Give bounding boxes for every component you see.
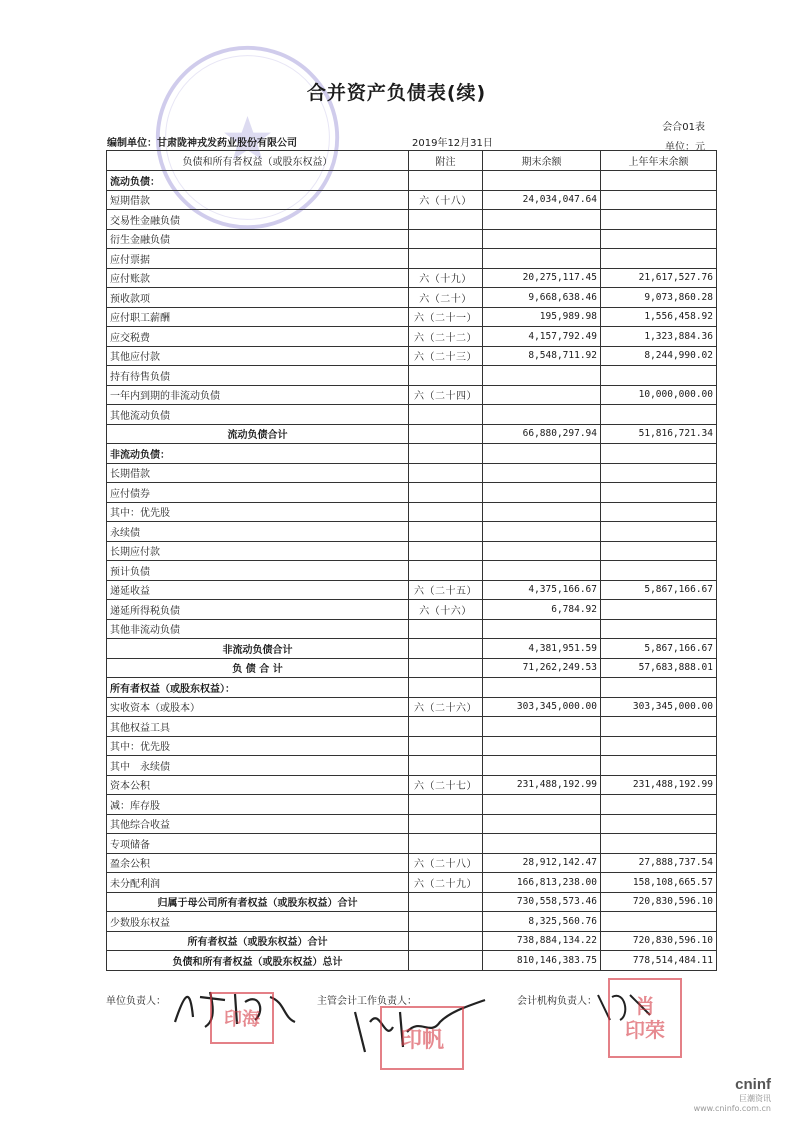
row-begin-balance: 57,683,888.01 [601, 658, 717, 678]
row-note [409, 249, 483, 269]
table-row [107, 814, 717, 834]
table-row [107, 522, 717, 542]
row-begin-balance [601, 210, 717, 230]
row-label: 衍生金融负债 [107, 229, 409, 249]
table-row [107, 619, 717, 639]
table-body [107, 171, 717, 971]
row-note [409, 541, 483, 561]
row-note: 六（二十四） [409, 385, 483, 405]
row-begin-balance [601, 678, 717, 698]
table-row [107, 444, 717, 464]
row-begin-balance [601, 483, 717, 503]
row-end-balance [483, 249, 601, 269]
table-row [107, 171, 717, 191]
row-note [409, 834, 483, 854]
row-begin-balance [601, 600, 717, 620]
row-begin-balance [601, 561, 717, 581]
table-row [107, 346, 717, 366]
row-begin-balance [601, 834, 717, 854]
row-note [409, 444, 483, 464]
row-note [409, 463, 483, 483]
table-row [107, 951, 717, 971]
row-label: 短期借款 [107, 190, 409, 210]
row-end-balance [483, 522, 601, 542]
row-label: 其他流动负债 [107, 405, 409, 425]
row-note: 六（二十八） [409, 853, 483, 873]
row-end-balance: 4,157,792.49 [483, 327, 601, 347]
row-note [409, 619, 483, 639]
row-end-balance: 730,558,573.46 [483, 892, 601, 912]
table-row [107, 385, 717, 405]
row-end-balance [483, 834, 601, 854]
row-note: 六（二十二） [409, 327, 483, 347]
cninfo-url: www.cninfo.com.cn [693, 1104, 771, 1113]
row-note [409, 210, 483, 230]
row-label: 递延收益 [107, 580, 409, 600]
table-row [107, 483, 717, 503]
row-note: 六（二十六） [409, 697, 483, 717]
row-label: 负债和所有者权益（或股东权益）总计 [107, 951, 409, 971]
row-begin-balance [601, 717, 717, 737]
row-label: 负 债 合 计 [107, 658, 409, 678]
row-label: 其中 永续债 [107, 756, 409, 776]
row-end-balance: 6,784.92 [483, 600, 601, 620]
row-note [409, 678, 483, 698]
row-end-balance: 8,325,560.76 [483, 912, 601, 932]
row-label: 应付账款 [107, 268, 409, 288]
row-label: 流动负债合计 [107, 424, 409, 444]
row-note [409, 736, 483, 756]
row-begin-balance: 5,867,166.67 [601, 580, 717, 600]
form-number: 会合01表 [662, 122, 705, 133]
row-label: 未分配利润 [107, 873, 409, 893]
table-row [107, 853, 717, 873]
row-begin-balance: 303,345,000.00 [601, 697, 717, 717]
dept-head-label: 会计机构负责人： [517, 996, 597, 1007]
row-end-balance [483, 795, 601, 815]
row-note [409, 405, 483, 425]
row-note [409, 658, 483, 678]
row-begin-balance: 8,244,990.02 [601, 346, 717, 366]
row-label: 所有者权益（或股东权益）： [107, 678, 409, 698]
table-row [107, 834, 717, 854]
row-label: 应付债券 [107, 483, 409, 503]
row-end-balance: 195,989.98 [483, 307, 601, 327]
row-note: 六（二十） [409, 288, 483, 308]
table-row [107, 580, 717, 600]
table-row [107, 366, 717, 386]
row-note: 六（二十九） [409, 873, 483, 893]
row-begin-balance [601, 795, 717, 815]
row-label: 盈余公积 [107, 853, 409, 873]
company-name: 甘肃陇神戎发药业股份有限公司 [157, 138, 297, 149]
row-label: 专项储备 [107, 834, 409, 854]
table-row [107, 288, 717, 308]
row-note: 六（二十一） [409, 307, 483, 327]
table-header-row [107, 151, 717, 171]
row-end-balance: 9,668,638.46 [483, 288, 601, 308]
row-note [409, 912, 483, 932]
row-begin-balance [601, 912, 717, 932]
row-begin-balance: 51,816,721.34 [601, 424, 717, 444]
row-label: 应付票据 [107, 249, 409, 269]
row-end-balance [483, 405, 601, 425]
company-label: 编制单位： [107, 138, 157, 149]
row-note: 六（二十三） [409, 346, 483, 366]
row-label: 其中：优先股 [107, 502, 409, 522]
row-end-balance: 20,275,117.45 [483, 268, 601, 288]
table-row [107, 892, 717, 912]
row-label: 一年内到期的非流动负债 [107, 385, 409, 405]
row-label: 应交税费 [107, 327, 409, 347]
row-begin-balance [601, 502, 717, 522]
row-end-balance [483, 717, 601, 737]
row-begin-balance [601, 522, 717, 542]
row-label: 非流动负债： [107, 444, 409, 464]
row-end-balance: 71,262,249.53 [483, 658, 601, 678]
row-end-balance [483, 385, 601, 405]
row-end-balance [483, 561, 601, 581]
row-note [409, 795, 483, 815]
row-label: 所有者权益（或股东权益）合计 [107, 931, 409, 951]
row-note: 六（十九） [409, 268, 483, 288]
table-row [107, 717, 717, 737]
page-title: 合并资产负债表(续) [306, 82, 487, 104]
column-header: 附注 [409, 151, 483, 171]
table-row [107, 307, 717, 327]
row-note [409, 171, 483, 191]
row-note [409, 951, 483, 971]
row-begin-balance [601, 229, 717, 249]
table-row [107, 190, 717, 210]
row-begin-balance: 1,556,458.92 [601, 307, 717, 327]
row-note [409, 892, 483, 912]
row-label: 流动负债： [107, 171, 409, 191]
table-row [107, 600, 717, 620]
row-end-balance: 303,345,000.00 [483, 697, 601, 717]
table-row [107, 658, 717, 678]
row-label: 交易性金融负债 [107, 210, 409, 230]
table-row [107, 502, 717, 522]
row-end-balance [483, 483, 601, 503]
row-note: 六（十八） [409, 190, 483, 210]
personal-seal-2: 印帆 [380, 1006, 464, 1070]
row-note [409, 756, 483, 776]
row-label: 其他非流动负债 [107, 619, 409, 639]
row-end-balance [483, 736, 601, 756]
row-note [409, 639, 483, 659]
row-begin-balance: 5,867,166.67 [601, 639, 717, 659]
row-begin-balance: 1,323,884.36 [601, 327, 717, 347]
row-begin-balance [601, 541, 717, 561]
row-begin-balance: 720,830,596.10 [601, 892, 717, 912]
row-end-balance: 166,813,238.00 [483, 873, 601, 893]
row-end-balance [483, 366, 601, 386]
table-row [107, 463, 717, 483]
table-row [107, 541, 717, 561]
row-label: 非流动负债合计 [107, 639, 409, 659]
report-date: 2019年12月31日 [412, 138, 493, 149]
seal3-bottom: 印荣 [625, 1018, 665, 1042]
table-row [107, 736, 717, 756]
unit-head-label: 单位负责人： [106, 996, 166, 1007]
row-label: 永续债 [107, 522, 409, 542]
row-begin-balance [601, 171, 717, 191]
table-row [107, 756, 717, 776]
row-note [409, 717, 483, 737]
row-label: 长期借款 [107, 463, 409, 483]
table-row [107, 697, 717, 717]
row-begin-balance: 21,617,527.76 [601, 268, 717, 288]
row-end-balance [483, 541, 601, 561]
row-label: 实收资本（或股本） [107, 697, 409, 717]
row-begin-balance [601, 366, 717, 386]
row-begin-balance: 9,073,860.28 [601, 288, 717, 308]
cninfo-logo: cninf [735, 1076, 771, 1093]
table-row [107, 210, 717, 230]
row-begin-balance: 10,000,000.00 [601, 385, 717, 405]
row-begin-balance [601, 463, 717, 483]
row-begin-balance: 231,488,192.99 [601, 775, 717, 795]
row-begin-balance [601, 814, 717, 834]
column-header: 上年年末余额 [601, 151, 717, 171]
row-end-balance [483, 210, 601, 230]
table-row [107, 931, 717, 951]
row-label: 少数股东权益 [107, 912, 409, 932]
row-end-balance: 231,488,192.99 [483, 775, 601, 795]
personal-seal-1: 印海 [210, 992, 274, 1044]
row-label: 应付职工薪酬 [107, 307, 409, 327]
row-begin-balance: 778,514,484.11 [601, 951, 717, 971]
row-begin-balance [601, 736, 717, 756]
row-label: 其中：优先股 [107, 736, 409, 756]
row-end-balance [483, 171, 601, 191]
table-row [107, 795, 717, 815]
row-label: 递延所得税负债 [107, 600, 409, 620]
table-row [107, 912, 717, 932]
row-note [409, 931, 483, 951]
row-note [409, 229, 483, 249]
currency-unit: 单位：元 [665, 142, 705, 153]
table-row [107, 424, 717, 444]
cninfo-watermark [694, 1076, 771, 1113]
row-note [409, 424, 483, 444]
table-row [107, 561, 717, 581]
table-row [107, 678, 717, 698]
row-begin-balance [601, 190, 717, 210]
row-label: 持有待售负债 [107, 366, 409, 386]
row-label: 预计负债 [107, 561, 409, 581]
accounting-head-label: 主管会计工作负责人： [317, 996, 417, 1007]
row-end-balance [483, 444, 601, 464]
row-note: 六（二十五） [409, 580, 483, 600]
table-row [107, 775, 717, 795]
row-end-balance [483, 463, 601, 483]
table-row [107, 268, 717, 288]
row-note [409, 366, 483, 386]
table-row [107, 405, 717, 425]
row-begin-balance: 158,108,665.57 [601, 873, 717, 893]
cninfo-subtitle: 巨潮资讯 [739, 1094, 771, 1103]
row-begin-balance: 720,830,596.10 [601, 931, 717, 951]
row-end-balance [483, 678, 601, 698]
personal-seal-3 [608, 978, 682, 1058]
table-row [107, 639, 717, 659]
row-end-balance [483, 229, 601, 249]
row-label: 资本公积 [107, 775, 409, 795]
row-end-balance [483, 619, 601, 639]
row-end-balance: 810,146,383.75 [483, 951, 601, 971]
row-note: 六（十六） [409, 600, 483, 620]
row-end-balance [483, 756, 601, 776]
row-end-balance: 4,375,166.67 [483, 580, 601, 600]
row-label: 其他权益工具 [107, 717, 409, 737]
row-end-balance: 8,548,711.92 [483, 346, 601, 366]
table-row [107, 327, 717, 347]
row-end-balance: 24,034,047.64 [483, 190, 601, 210]
row-begin-balance [601, 405, 717, 425]
balance-sheet-table [106, 150, 717, 971]
table-row [107, 249, 717, 269]
row-label: 其他应付款 [107, 346, 409, 366]
row-end-balance: 4,381,951.59 [483, 639, 601, 659]
row-note [409, 561, 483, 581]
row-label: 长期应付款 [107, 541, 409, 561]
row-end-balance [483, 502, 601, 522]
row-begin-balance [601, 444, 717, 464]
row-label: 减：库存股 [107, 795, 409, 815]
row-begin-balance [601, 249, 717, 269]
seal3-top: 肖 [635, 994, 655, 1018]
row-note: 六（二十七） [409, 775, 483, 795]
row-note [409, 502, 483, 522]
row-end-balance: 738,884,134.22 [483, 931, 601, 951]
row-note [409, 483, 483, 503]
row-end-balance [483, 814, 601, 834]
company-info [107, 134, 297, 149]
row-label: 其他综合收益 [107, 814, 409, 834]
row-label: 预收款项 [107, 288, 409, 308]
column-header: 期末余额 [483, 151, 601, 171]
row-note [409, 522, 483, 542]
row-end-balance: 66,880,297.94 [483, 424, 601, 444]
row-end-balance: 28,912,142.47 [483, 853, 601, 873]
row-begin-balance: 27,888,737.54 [601, 853, 717, 873]
table-row [107, 229, 717, 249]
table-row [107, 873, 717, 893]
row-note [409, 814, 483, 834]
row-label: 归属于母公司所有者权益（或股东权益）合计 [107, 892, 409, 912]
column-header: 负债和所有者权益（或股东权益） [107, 151, 409, 171]
row-begin-balance [601, 756, 717, 776]
row-begin-balance [601, 619, 717, 639]
